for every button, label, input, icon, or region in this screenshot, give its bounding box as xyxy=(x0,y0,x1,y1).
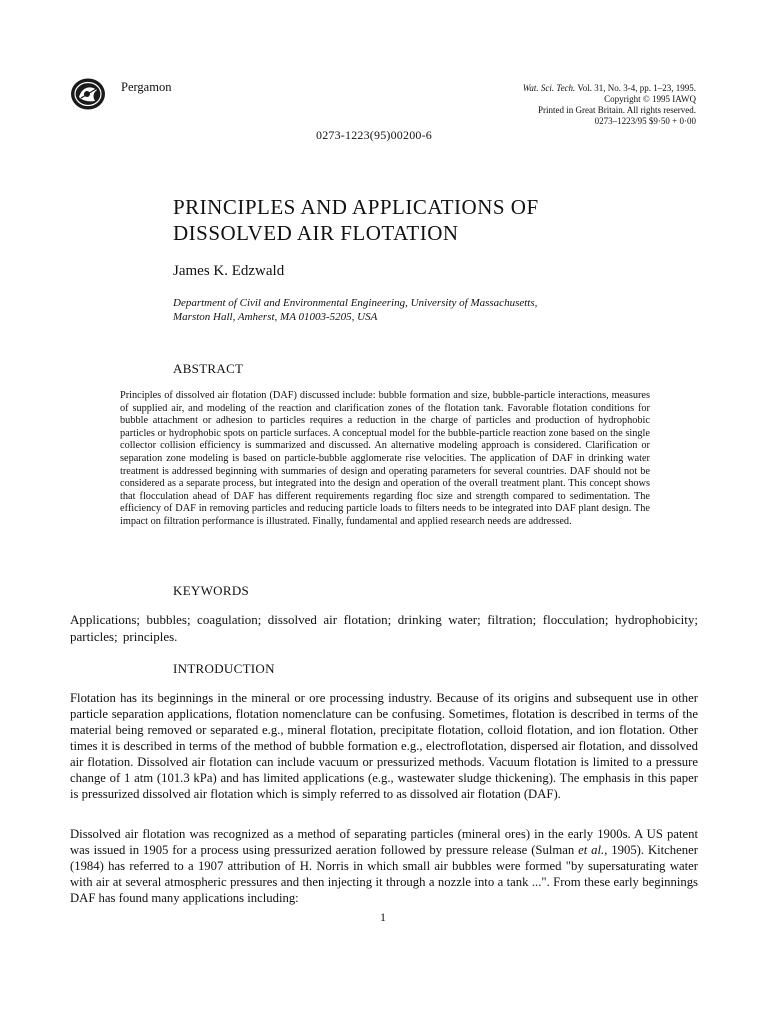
journal-citation-block xyxy=(523,83,696,127)
keywords-list: Applications; bubbles; coagulation; dissolved air flotation; drinking water; filtration; flocculation; hydrophobicity; particles; principles. xyxy=(70,612,698,644)
introduction-heading: INTRODUCTION xyxy=(173,661,275,676)
abstract-heading: ABSTRACT xyxy=(173,361,244,376)
paper-title xyxy=(173,194,539,246)
title-line-2: DISSOLVED AIR FLOTATION xyxy=(173,221,459,245)
journal-abbrev: Wat. Sci. Tech. xyxy=(522,83,576,93)
page-number: 1 xyxy=(380,910,386,924)
affiliation-line-2: Marston Hall, Amherst, MA 01003-5205, USA xyxy=(173,311,378,323)
abstract-body: Principles of dissolved air flotation (DAF) discussed include: bubble formation and size, bubble-particle interactions, measures of supplied air, and modeling of the reaction and clarification zones of the flotation tank. Favorable flotation conditions for bubble attachment or adhesion to particles requires a reduction in the charge of particles and production of hydrophobic particles or hydrophobic spots on particle surfaces. A conceptual model for the bubble-particle reaction zone based on the single collector collision efficiency is summarized and discussed. An alternative modeling approach is considered. Clarification or separation zone modeling is based on particle-bubble agglomerate rise velocities. The application of DAF in drinking water treatment is addressed beginning with summaries of design and operating parameters for several countries. DAF should not be considered as a separate process, but integrated into the design and operation of the overall treatment plant. This concept shows that flocculation ahead of DAF has different requirements regarding floc size and strength compared to sedimentation. The efficiency of DAF in removing particles and reducing particle loads to filters needs to be integrated into DAF plant design. The impact on filtration performance is illustrated. Finally, fundamental and applied research needs are addressed. xyxy=(120,390,650,527)
et-al-italic: et al. xyxy=(578,843,605,857)
introduction-paragraph-2 xyxy=(70,826,698,906)
issn-price-line: 0273–1223/95 $9·50 + 0·00 xyxy=(594,116,696,126)
keywords-heading: KEYWORDS xyxy=(173,583,250,598)
rights-line: Printed in Great Britain. All rights reserved. xyxy=(538,105,696,115)
author-name: James K. Edzwald xyxy=(173,263,285,279)
journal-reference xyxy=(523,83,696,94)
copyright-line: Copyright © 1995 IAWQ xyxy=(604,94,696,104)
publisher-name: Pergamon xyxy=(121,80,172,94)
journal-details: Vol. 31, No. 3-4, pp. 1–23, 1995. xyxy=(577,83,696,93)
author-affiliation xyxy=(173,296,537,324)
introduction-paragraph-1: Flotation has its beginnings in the mineral or ore processing industry. Because of its origins and subsequent use in other particle separation applications, flotation nomenclature can be confusing. Sometimes, flotation is described in terms of the material being removed or separated e.g., mineral flotation, precipitate flotation, colloid flotation, and ion flotation. Other times it is described in terms of the method of bubble formation e.g., electroflotation, dispersed air flotation, and dissolved air flotation. Dissolved air flotation can include vacuum or pressurized methods. Vacuum flotation is limited to a pressure change of 1 atm (101.3 kPa) and has limited applications (e.g., wastewater sludge thickening). The emphasis in this paper is pressurized dissolved air flotation which is simply referred to as dissolved air flotation (DAF). xyxy=(70,691,698,801)
title-line-1: PRINCIPLES AND APPLICATIONS OF xyxy=(173,195,539,219)
article-identifier: 0273-1223(95)00200-6 xyxy=(316,128,432,142)
affiliation-line-1: Department of Civil and Environmental Engineering, University of Massachusetts, xyxy=(173,297,538,309)
paragraph-2-part-b: , 1905). Kitchener (1984) has referred to a 1907 attribution of H. Norris in which small air bubbles were formed "by supersaturating water with air at several atmospheric pressures and then injecting it through a nozzle into a tank ...". From these early beginnings DAF has found many applications including: xyxy=(70,843,698,905)
pergamon-logo-icon xyxy=(70,77,106,111)
paragraph-2-part-a: Dissolved air flotation was recognized as a method of separating particles (mineral ores) in the early 1900s. A US patent was issued in 1905 for a process using pressurized aeration followed by pressure release (Sulman xyxy=(70,827,698,857)
